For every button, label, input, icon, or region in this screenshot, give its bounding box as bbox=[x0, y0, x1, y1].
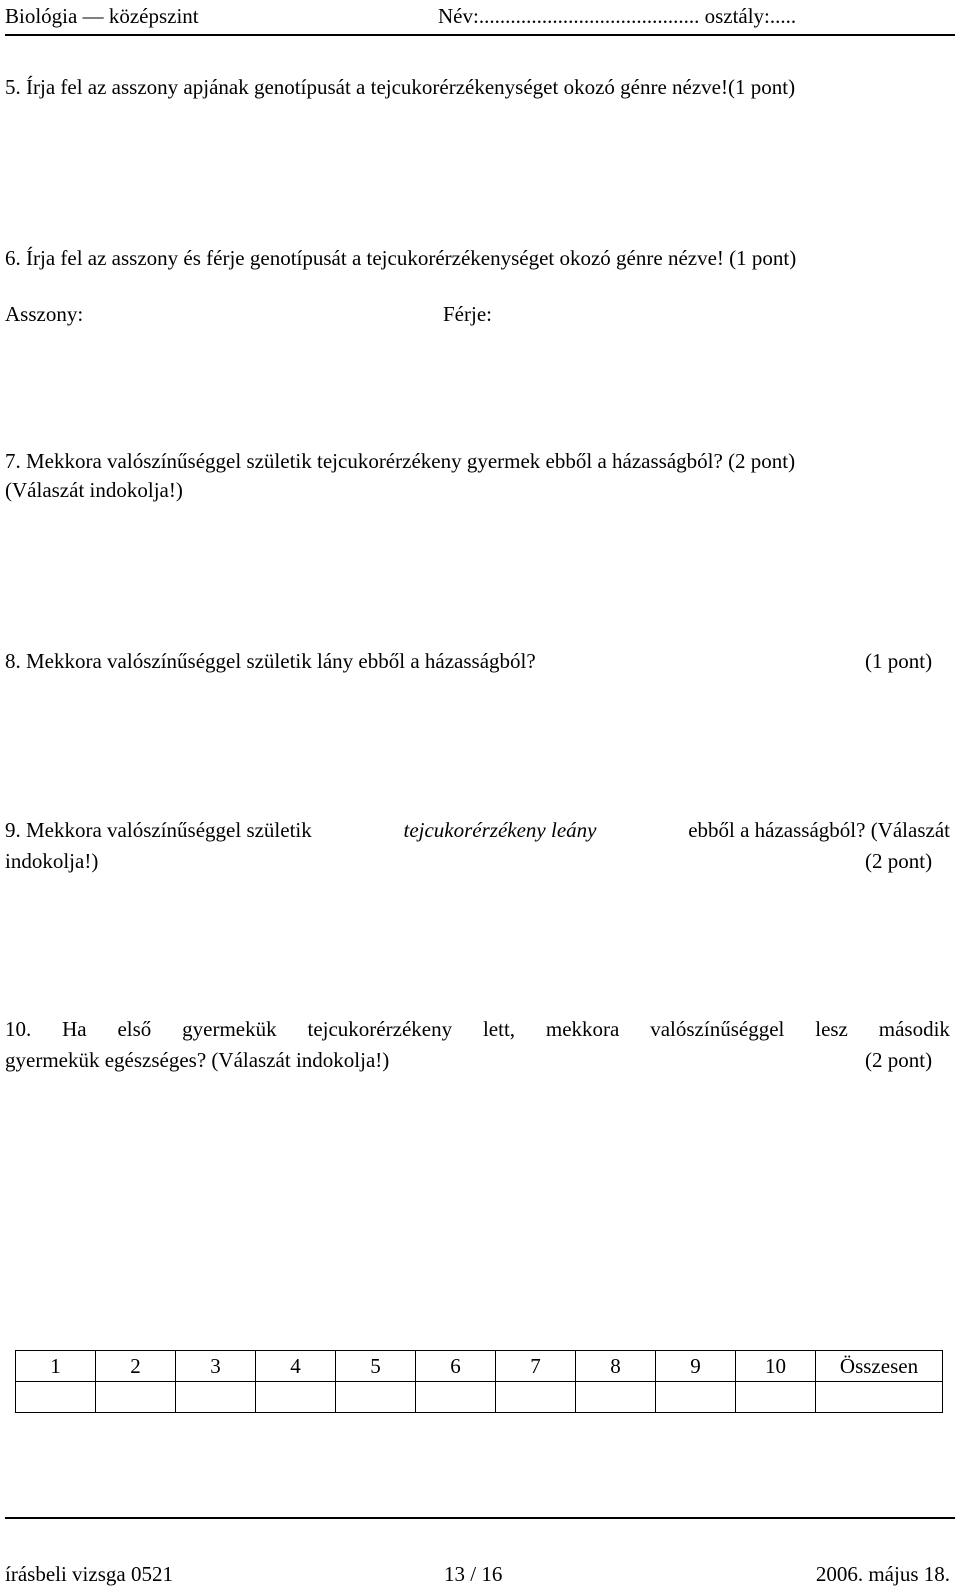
question-9-emphasis: tejcukorérzékeny leány bbox=[403, 818, 597, 842]
score-entry-cell[interactable] bbox=[416, 1382, 496, 1413]
question-9-line-2: indokolja!) bbox=[5, 849, 99, 873]
score-header-cell: 6 bbox=[416, 1351, 496, 1382]
score-header-cell: 2 bbox=[96, 1351, 176, 1382]
score-entry-total[interactable] bbox=[816, 1382, 943, 1413]
q10-word: mekkora bbox=[545, 1017, 620, 1041]
score-header-cell: 9 bbox=[656, 1351, 736, 1382]
footer-page-number: 13 / 16 bbox=[444, 1562, 503, 1586]
score-header-cell: 1 bbox=[16, 1351, 96, 1382]
score-header-cell: 10 bbox=[736, 1351, 816, 1382]
q10-word: Ha bbox=[62, 1017, 87, 1041]
score-entry-cell[interactable] bbox=[656, 1382, 736, 1413]
wife-genotype-label: Asszony: bbox=[5, 302, 84, 326]
score-entry-cell[interactable] bbox=[256, 1382, 336, 1413]
footer-date: 2006. május 18. bbox=[815, 1562, 950, 1586]
score-table-header-row bbox=[16, 1351, 943, 1382]
q10-word: gyermekük bbox=[182, 1017, 277, 1041]
footer-rule bbox=[5, 1517, 955, 1519]
question-10-points: (2 pont) bbox=[865, 1048, 933, 1072]
q10-word: első bbox=[117, 1017, 152, 1041]
score-header-cell: 8 bbox=[576, 1351, 656, 1382]
q10-word: lett, bbox=[482, 1017, 516, 1041]
footer-exam-code: írásbeli vizsga 0521 bbox=[5, 1562, 173, 1586]
q10-word: valószínűséggel bbox=[650, 1017, 785, 1041]
score-table bbox=[15, 1350, 943, 1413]
question-9-points: (2 pont) bbox=[865, 849, 933, 873]
header-rule bbox=[5, 34, 955, 36]
question-9-line-1 bbox=[5, 818, 950, 843]
score-header-cell: 4 bbox=[256, 1351, 336, 1382]
question-7-line-1: 7. Mekkora valószínűséggel születik tejcukorérzékeny gyermek ebből a házasságból? (2 pont) bbox=[5, 449, 796, 473]
question-8: 8. Mekkora valószínűséggel születik lány ebből a házasságból? bbox=[5, 649, 536, 673]
score-header-cell: 7 bbox=[496, 1351, 576, 1382]
question-10-line-1 bbox=[5, 1017, 950, 1042]
husband-genotype-label: Férje: bbox=[443, 302, 492, 326]
score-header-cell: 5 bbox=[336, 1351, 416, 1382]
question-9-pre: 9. Mekkora valószínűséggel születik bbox=[5, 818, 312, 842]
score-entry-cell[interactable] bbox=[16, 1382, 96, 1413]
header-name-class-field: Név:.......................................... osztály:..... bbox=[438, 4, 797, 28]
question-7-line-2: (Válaszát indokolja!) bbox=[5, 478, 183, 502]
question-5: 5. Írja fel az asszony apjának genotípusát a tejcukorérzékenységet okozó génre nézve!(1 pont) bbox=[5, 75, 796, 99]
question-9-post: ebből a házasságból? (Válaszát bbox=[688, 818, 950, 842]
score-header-cell: 3 bbox=[176, 1351, 256, 1382]
score-entry-cell[interactable] bbox=[96, 1382, 176, 1413]
question-8-points: (1 pont) bbox=[865, 649, 933, 673]
score-header-total: Összesen bbox=[816, 1351, 943, 1382]
q10-word: lesz bbox=[815, 1017, 848, 1041]
q10-word: második bbox=[878, 1017, 950, 1041]
score-entry-cell[interactable] bbox=[736, 1382, 816, 1413]
q10-word: tejcukorérzékeny bbox=[307, 1017, 453, 1041]
score-entry-cell[interactable] bbox=[576, 1382, 656, 1413]
score-entry-cell[interactable] bbox=[336, 1382, 416, 1413]
score-entry-cell[interactable] bbox=[176, 1382, 256, 1413]
question-10-line-2: gyermekük egészséges? (Válaszát indokolja!) bbox=[5, 1048, 390, 1072]
score-table-entry-row bbox=[16, 1382, 943, 1413]
score-entry-cell[interactable] bbox=[496, 1382, 576, 1413]
header-subject: Biológia — középszint bbox=[5, 4, 199, 28]
question-6: 6. Írja fel az asszony és férje genotípusát a tejcukorérzékenységet okozó génre nézve! (1 pont) bbox=[5, 246, 797, 270]
q10-word: 10. bbox=[5, 1017, 32, 1041]
